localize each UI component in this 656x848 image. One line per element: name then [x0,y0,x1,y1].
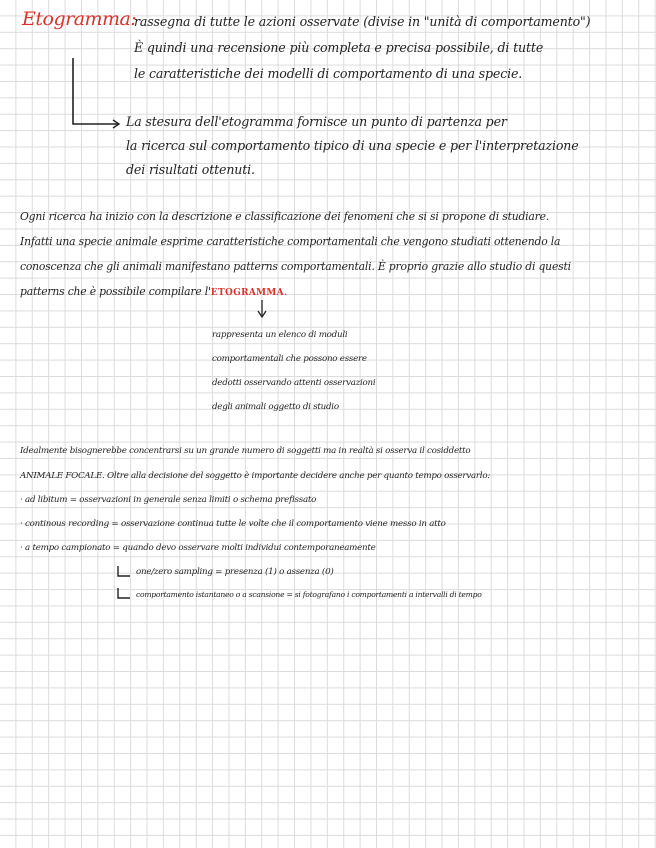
para2-line-3: conoscenza che gli animali manifestano patterns comportamentali. È proprio grazie allo studio di questi [20,260,571,273]
elbow-arrow-line [73,58,118,124]
para2-line-4 [20,285,287,298]
para3-line-1: Idealmente bisognerebbe concentrarsi su un grande numero di soggetti ma in realtà si osserva il cosiddetto [20,446,471,456]
etogramma-note-line-2: comportamentali che possono essere [212,354,367,364]
arrow-note-line-2: la ricerca sul comportamento tipico di una specie e per l'interpretazione [126,138,579,153]
bullet-ad-libitum: · ad libitum = osservazioni in generale senza limiti o schema prefissato [20,495,317,505]
etogramma-note-line-3: dedotti osservando attenti osservazioni [212,378,376,388]
para3-line-2: ANIMALE FOCALE. Oltre alla decisione del soggetto è importante decidere anche per quanto tempo osservarlo: [20,471,490,481]
etogramma-note-line-4: degli animali oggetto di studio [212,402,339,412]
etogramma-note-line-1: rappresenta un elenco di moduli [212,330,348,340]
sub-marker-1 [118,566,130,576]
sub-one-zero-sampling: one/zero sampling = presenza (1) o assenza (0) [136,567,334,577]
sub-comportamento-istantaneo: comportamento istantaneo o a scansione = si fotografano i comportamenti a intervalli di tempo [136,590,482,599]
bullet-tempo-campionato: · a tempo campionato = quando devo osservare molti individui contemporaneamente [20,543,376,553]
bullet-continous-recording: · continous recording = osservazione continua tutte le volte che il comportamento viene messo in atto [20,519,446,529]
definition-line-2: È quindi una recensione più completa e precisa possibile, di tutte [134,40,544,55]
arrow-note-line-1: La stesura dell'etogramma fornisce un punto di partenza per [126,114,507,129]
sub-marker-2 [118,588,130,598]
para2-line-4-suffix: . [283,285,288,298]
definition-line-1: rassegna di tutte le azioni osservate (divise in "unità di comportamento") [134,14,591,29]
etogramma-keyword: ETOGRAMMA [210,288,284,298]
para2-line-2: Infatti una specie animale esprime caratteristiche comportamentali che vengono studiati ottenendo la [20,235,561,248]
term-title: Etogramma: [22,8,137,30]
para2-line-1: Ogni ricerca ha inizio con la descrizione e classificazione dei fenomeni che si si propone di studiare. [20,210,550,223]
arrow-note-line-3: dei risultati ottenuti. [126,162,255,177]
definition-line-3: le caratteristiche dei modelli di comportamento di una specie. [134,66,523,81]
para2-line-4-prefix: patterns che è possibile compilare l' [20,285,211,298]
